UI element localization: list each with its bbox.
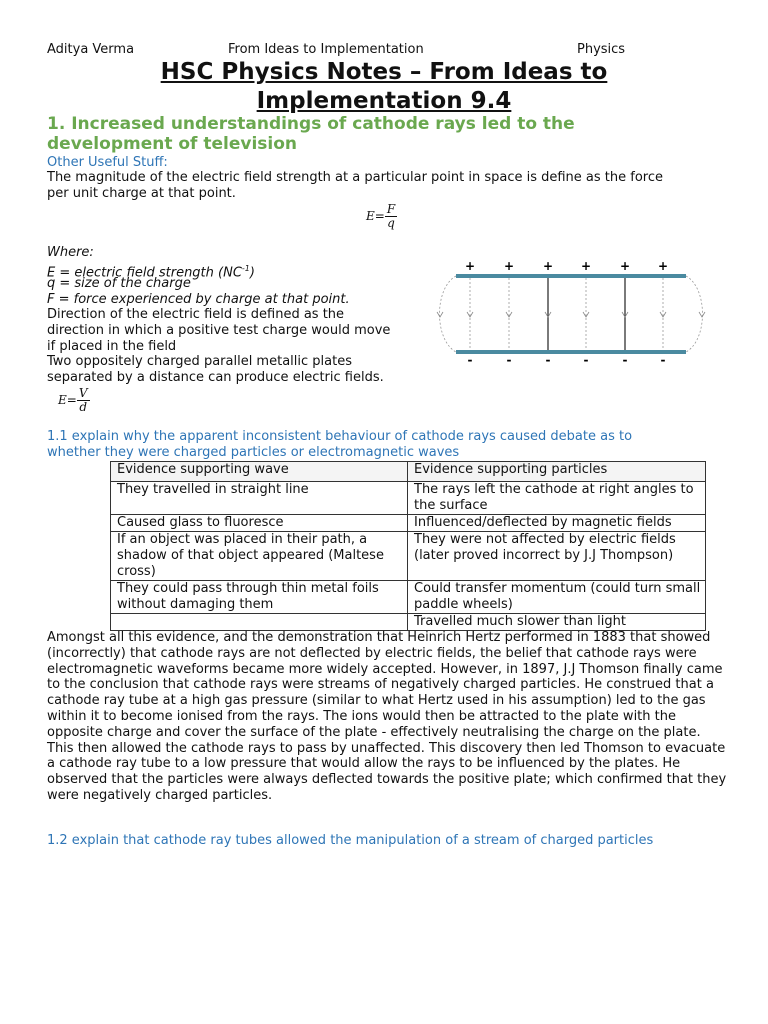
table-row bbox=[111, 614, 706, 631]
left-fringe-arrow-icon bbox=[437, 312, 443, 317]
column-header-particles: Evidence supporting particles bbox=[408, 462, 706, 482]
plus-sign: + bbox=[619, 259, 631, 273]
right-fringe-arrow-icon bbox=[699, 312, 705, 317]
section1-1-heading-line2: whether they were charged particles or electromagnetic waves bbox=[47, 445, 460, 460]
field-direction-line3: if placed in the field bbox=[47, 339, 177, 354]
parallel-plates-text bbox=[47, 354, 427, 386]
section1-1-heading-line1: 1.1 explain why the apparent inconsistent behaviour of cathode rays caused debate as to bbox=[47, 429, 633, 444]
table-cell-particles: Influenced/deflected by magnetic fields bbox=[408, 515, 706, 532]
page-title bbox=[40, 58, 728, 116]
minus-sign: - bbox=[506, 353, 512, 367]
section1-2-heading: 1.2 explain that cathode ray tubes allowed the manipulation of a stream of charged particles bbox=[47, 833, 654, 848]
field-direction-text bbox=[47, 307, 427, 355]
intro-paragraph bbox=[47, 170, 737, 202]
negative-plate bbox=[456, 350, 686, 354]
formula2-numerator: V bbox=[78, 386, 88, 400]
page-title-line1: HSC Physics Notes – From Ideas to bbox=[160, 59, 608, 85]
definition-e-close: ) bbox=[249, 265, 255, 281]
evidence-table-header-row bbox=[111, 462, 706, 482]
page-title-line2: Implementation 9.4 bbox=[256, 88, 512, 114]
formula2-denominator: d bbox=[79, 400, 87, 414]
table-row bbox=[111, 581, 706, 614]
header-module: From Ideas to Implementation bbox=[228, 42, 424, 57]
definition-q: q = size of the charge bbox=[47, 276, 191, 291]
negative-charge-signs bbox=[468, 353, 666, 367]
subheading-other-useful-stuff: Other Useful Stuff: bbox=[47, 155, 168, 170]
plus-sign: + bbox=[503, 259, 515, 273]
positive-plate bbox=[456, 274, 686, 278]
column-header-wave: Evidence supporting wave bbox=[111, 462, 408, 482]
parallel-plates-line2: separated by a distance can produce electric fields. bbox=[47, 370, 384, 385]
table-cell-wave: Caused glass to fluoresce bbox=[111, 515, 408, 532]
definition-f: F = force experienced by charge at that point. bbox=[47, 292, 350, 307]
table-cell-particles: The rays left the cathode at right angles to the surface bbox=[408, 482, 706, 515]
minus-sign: - bbox=[545, 353, 551, 367]
formula2-lhs: E= bbox=[58, 393, 77, 407]
table-cell-particles: They were not affected by electric fields (later proved incorrect by J.J Thompson) bbox=[408, 532, 706, 581]
section1-1-heading bbox=[47, 429, 737, 461]
section1-heading-line1: 1. Increased understandings of cathode rays led to the bbox=[47, 114, 575, 134]
section1-heading bbox=[47, 114, 687, 154]
table-cell-wave: If an object was placed in their path, a shadow of that object appeared (Maltese cross) bbox=[111, 532, 408, 581]
table-cell-wave: They could pass through thin metal foils without damaging them bbox=[111, 581, 408, 614]
table-cell-particles: Could transfer momentum (could turn small paddle wheels) bbox=[408, 581, 706, 614]
plus-sign: + bbox=[580, 259, 592, 273]
header-author: Aditya Verma bbox=[47, 42, 135, 57]
minus-sign: - bbox=[622, 353, 628, 367]
formula1-denominator: q bbox=[387, 216, 395, 230]
formula1-lhs: E= bbox=[366, 209, 385, 223]
minus-sign: - bbox=[467, 353, 473, 367]
evidence-table bbox=[110, 461, 706, 631]
parallel-plates-diagram bbox=[432, 256, 716, 372]
intro-line1: The magnitude of the electric field strength at a particular point in space is define as the force bbox=[47, 170, 663, 185]
field-direction-line2: direction in which a positive test charge would move bbox=[47, 323, 391, 338]
formula1-numerator: F bbox=[386, 202, 396, 216]
intro-line2: per unit charge at that point. bbox=[47, 186, 236, 201]
definition-e-superscript: -1 bbox=[241, 264, 250, 273]
minus-sign: - bbox=[660, 353, 666, 367]
table-row bbox=[111, 532, 706, 581]
definition-e-text: E = electric field strength (NC bbox=[47, 265, 242, 281]
plus-sign: + bbox=[542, 259, 554, 273]
positive-charge-signs bbox=[465, 259, 668, 273]
plus-sign: + bbox=[657, 259, 669, 273]
parallel-plates-line1: Two oppositely charged parallel metallic plates bbox=[47, 354, 352, 369]
thomson-paragraph: Amongst all this evidence, and the demonstration that Heinrich Hertz performed in 1883 that showed (incorrectly) that cathode rays are not deflected by electric fields, the belief that cathode rays were electromagnetic waveforms became more widely accepted. However, in 1897, J.J Thomson finally came to the conclusion that cathode rays were streams of negatively charged particles. He construed that a cathode ray tube at a high gas pressure (similar to what Hertz used in his assumption) led to the gas within it to become ionised from the rays. The ions would then be attracted to the plate with the opposite charge and cover the surface of the plate - effectively neutralising the charge on the plate. This then allowed the cathode rays to pass by unaffected. This discovery then led Thomson to evacuate a cathode ray tube to a low pressure that would allow the rays to be influenced by the plates. He observed that the particles were always deflected towards the positive plate; which confirmed that they were negatively charged particles. bbox=[47, 630, 727, 803]
section1-heading-line2: development of television bbox=[47, 134, 298, 154]
header-subject: Physics bbox=[577, 42, 626, 57]
field-direction-line1: Direction of the electric field is defined as the bbox=[47, 307, 345, 322]
table-cell-wave: They travelled in straight line bbox=[111, 482, 408, 515]
formula-field-voltage bbox=[58, 387, 90, 414]
table-row bbox=[111, 482, 706, 515]
formula-field-force bbox=[366, 203, 397, 230]
table-cell-particles: Travelled much slower than light bbox=[408, 614, 706, 631]
where-label: Where: bbox=[47, 245, 94, 260]
table-cell-wave bbox=[111, 614, 408, 631]
minus-sign: - bbox=[583, 353, 589, 367]
field-lines bbox=[437, 276, 705, 352]
plus-sign: + bbox=[464, 259, 476, 273]
table-row bbox=[111, 515, 706, 532]
